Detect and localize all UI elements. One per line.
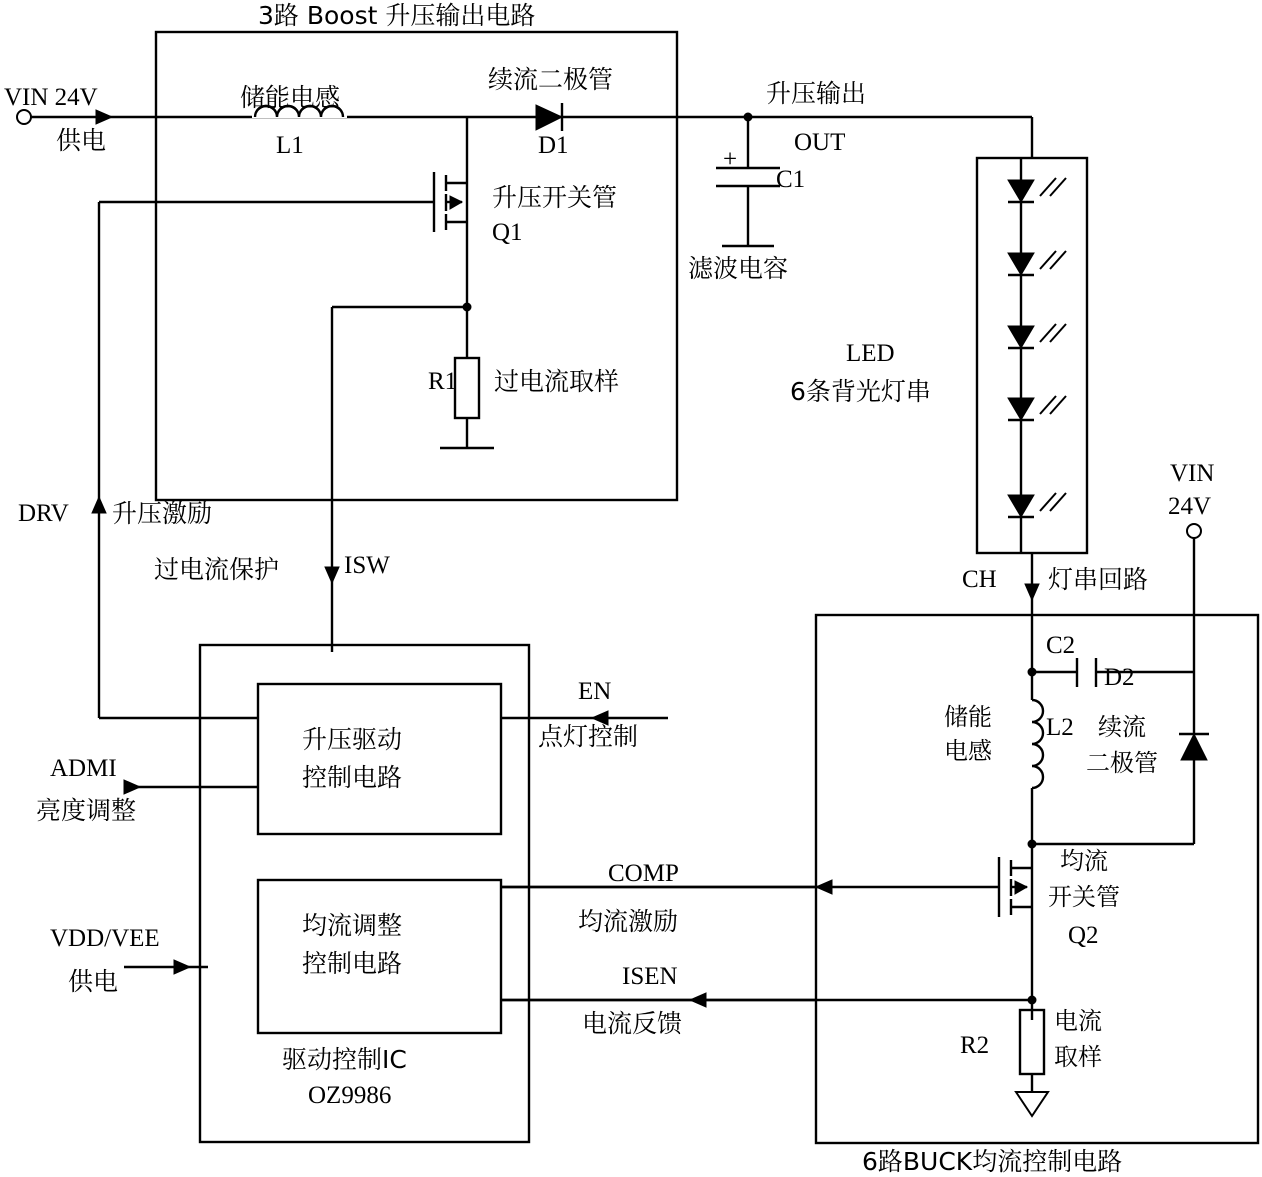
block-boost-driver-line2: 控制电路 [302, 763, 403, 792]
label-isen: ISEN [622, 963, 678, 990]
label-led-strings: 6条背光灯串 [790, 377, 931, 406]
label-brightness: 亮度调整 [36, 796, 137, 825]
label-balance-drive: 均流激励 [578, 907, 679, 936]
label-boost-switch: 升压开关管 [492, 183, 618, 212]
label-l2: L2 [1046, 714, 1074, 741]
label-storage-l2-line1: 储能 [944, 703, 992, 731]
label-isw: ISW [344, 552, 390, 579]
block-boost-driver-line1: 升压驱动 [302, 725, 403, 754]
label-overcurrent-protect: 过电流保护 [154, 555, 280, 584]
label-d2: D2 [1104, 664, 1135, 691]
label-current-sample-line2: 取样 [1054, 1043, 1102, 1071]
label-ch: CH [962, 566, 997, 593]
label-ic-name: 驱动控制IC [282, 1045, 407, 1074]
label-c2: C2 [1046, 632, 1076, 659]
label-vin-right: VIN [1170, 460, 1215, 487]
label-current-sample-line1: 电流 [1054, 1007, 1102, 1035]
label-q1: Q1 [492, 219, 523, 246]
label-current-feedback: 电流反馈 [582, 1009, 683, 1038]
label-lamp-control: 点灯控制 [538, 722, 639, 751]
label-l1: L1 [276, 132, 304, 159]
label-q2: Q2 [1068, 922, 1099, 949]
label-admi: ADMI [50, 755, 117, 782]
label-storage-inductor: 储能电感 [240, 83, 341, 112]
label-boost-output: 升压输出 [766, 79, 867, 108]
label-comp: COMP [608, 860, 679, 887]
label-c1: C1 [776, 166, 806, 193]
label-out: OUT [794, 129, 846, 156]
block-balance-line2: 控制电路 [302, 949, 403, 978]
label-freewheel2-line2: 二极管 [1086, 749, 1158, 777]
title-buck: 6路BUCK均流控制电路 [862, 1147, 1123, 1176]
label-freewheel-diode: 续流二极管 [488, 65, 614, 94]
label-drv: DRV [18, 500, 69, 527]
label-balance-switch-line1: 均流 [1060, 847, 1108, 875]
label-overcurrent-sample: 过电流取样 [494, 367, 620, 396]
label-supply2: 供电 [68, 967, 119, 996]
label-r2: R2 [960, 1032, 990, 1059]
label-r1: R1 [428, 368, 458, 395]
label-vdd-vee: VDD/VEE [50, 925, 160, 952]
label-en: EN [578, 678, 612, 705]
label-filter-cap: 滤波电容 [688, 254, 789, 283]
label-string-loop: 灯串回路 [1048, 565, 1149, 594]
label-c1-plus: + [723, 146, 738, 173]
label-24v-right: 24V [1168, 493, 1212, 520]
title-boost-text: 3路 Boost 升压输出电路 [258, 1, 536, 30]
label-d1: D1 [538, 132, 569, 159]
label-led: LED [846, 340, 895, 367]
label-balance-switch-line2: 开关管 [1048, 883, 1120, 911]
label-supply-left: 供电 [56, 126, 107, 155]
label-freewheel2-line1: 续流 [1098, 713, 1146, 741]
label-storage-l2-line2: 电感 [944, 737, 992, 765]
label-boost-drive: 升压激励 [112, 499, 213, 528]
label-ic-part: OZ9986 [308, 1082, 392, 1109]
block-balance-line1: 均流调整 [302, 911, 403, 940]
label-vin24v: VIN 24V [4, 84, 98, 111]
